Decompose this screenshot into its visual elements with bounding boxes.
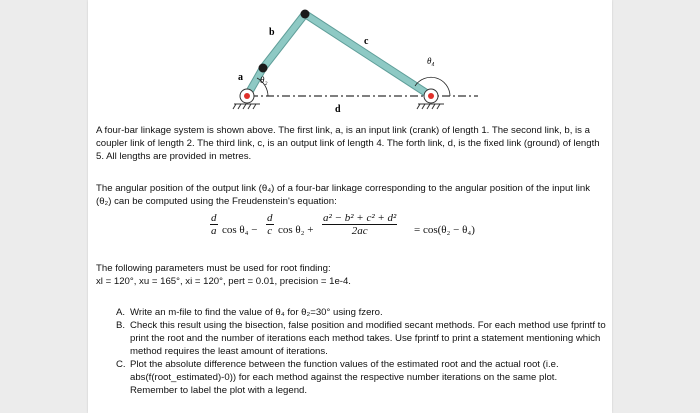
label-a: a — [238, 72, 243, 83]
fraction-d-over-a: $\frac{d}{a}$ — [211, 212, 217, 237]
joint-bc — [301, 10, 310, 19]
paragraph-parameters-intro: The following parameters must be used for root finding: — [96, 263, 331, 274]
label-b: b — [269, 27, 275, 38]
label-c: c — [364, 36, 369, 47]
freudenstein-equation — [88, 212, 612, 248]
task-text: Plot the absolute difference between the function values of the estimated root and the actual root (i.e. abs(f(root_estimated)-0)) for each method against the respective number iterations on the same plot. Remember to label the plot with a legend. — [130, 359, 559, 396]
task-marker: A. — [116, 307, 126, 318]
pivot-left — [240, 89, 254, 104]
four-bar-linkage-diagram — [88, 0, 612, 120]
equation-rhs: = cos(θ₂ − θ₄) — [414, 224, 475, 236]
ground-support-right — [417, 104, 444, 109]
label-theta4: θ₄ — [427, 56, 435, 66]
term-cos-theta2: cos θ₂ + — [278, 224, 314, 236]
fraction-d-over-c: $\frac{d}{c}$ — [267, 212, 273, 237]
task-item-a — [116, 306, 606, 319]
fraction-lengths: $\frac{\text{a² − b² + c² + d²}}{2ac}$ — [323, 212, 397, 237]
task-item-b — [116, 319, 606, 358]
task-item-c — [116, 358, 606, 397]
label-d: d — [335, 104, 341, 115]
term-cos-theta4: cos θ₄ − — [222, 224, 258, 236]
task-marker: B. — [116, 320, 126, 331]
joint-ab — [259, 64, 268, 73]
paragraph-freudenstein: The angular position of the output link (θ₄) of a four-bar linkage corresponding to the angular position of the input link (θ₂) can be computed using the Freudenstein's equation: — [96, 183, 591, 207]
ground-support-left — [233, 104, 260, 109]
task-text: Check this result using the bisection, false position and modified secant methods. For each method use fprintf to print the root and the number of iterations each method takes. Use fprintf to print a statement mentioning which method requires the least amount of iterations. — [130, 320, 606, 357]
task-text: Write an m-file to find the value of θ₄ for θ₂=30° using fzero. — [130, 307, 383, 318]
pivot-right — [424, 89, 438, 103]
paragraph-description: A four-bar linkage system is shown above. The first link, a, is an input link (crank) of length 1. The second link, b, is a coupler link of length 2. The third link, c, is an output link of length 4. The forth link, d, is the fixed link (ground) of length 5. All lengths are provided in metres. — [96, 125, 600, 162]
paragraph-parameters-values: xl = 120°, xu = 165°, xi = 120°, pert = 0.01, precision = 1e-4. — [96, 276, 351, 287]
task-marker: C. — [116, 359, 126, 370]
task-list — [116, 306, 606, 397]
label-theta2: θ₂ — [260, 75, 268, 85]
document-page — [88, 0, 612, 413]
